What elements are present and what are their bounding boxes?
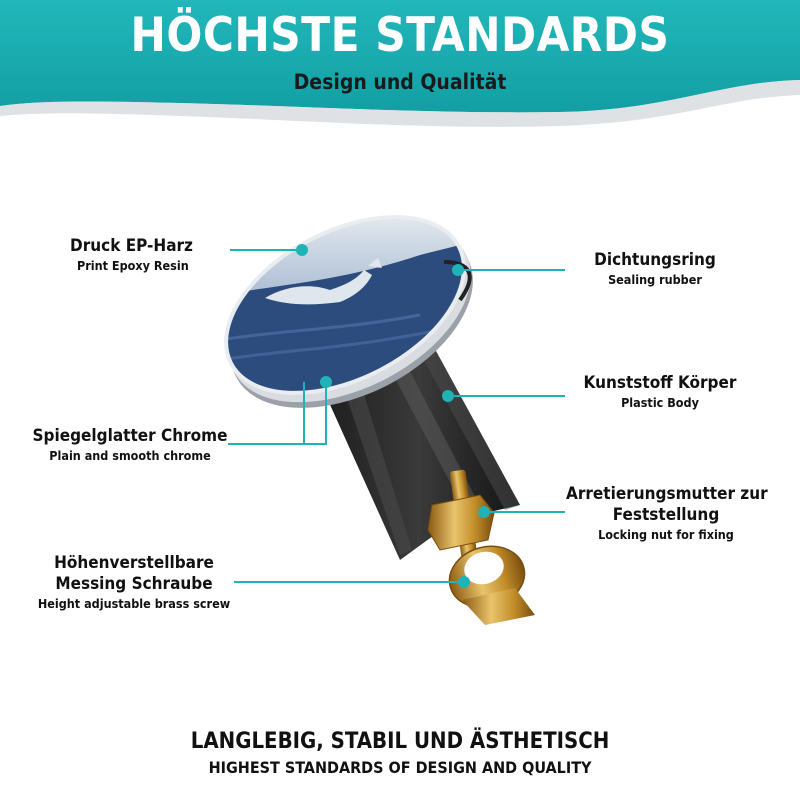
label-print-resin-sub: Print Epoxy Resin: [77, 258, 189, 273]
header-title: HÖCHSTE STANDARDS: [130, 8, 670, 63]
label-brass-screw-main-2: Messing Schraube: [55, 574, 213, 594]
label-plastic-body-sub: Plastic Body: [621, 395, 699, 410]
label-chrome-sub: Plain and smooth chrome: [49, 448, 211, 463]
label-chrome: [30, 426, 230, 464]
label-print-resin-main: Druck EP-Harz: [70, 236, 193, 256]
label-brass-screw-sub: Height adjustable brass screw: [37, 596, 231, 611]
label-brass-screw: [34, 553, 234, 612]
label-locking-nut-sub: Locking nut for fixing: [598, 527, 734, 542]
label-plastic-body: [565, 373, 755, 411]
label-locking-nut-main-1: Arretierungsmutter zur: [566, 484, 768, 504]
header-subtitle: Design und Qualität: [293, 70, 507, 94]
label-print-resin: [70, 236, 193, 274]
label-plastic-body-main: Kunststoff Körper: [583, 373, 737, 393]
label-sealing-ring-sub: Sealing rubber: [608, 272, 702, 287]
label-sealing-ring-main: Dichtungsring: [594, 250, 716, 270]
label-sealing-ring: [565, 250, 745, 288]
label-chrome-main: Spiegelglatter Chrome: [32, 426, 228, 446]
footer-title: LANGLEBIG, STABIL UND ÄSTHETISCH: [190, 729, 610, 754]
label-locking-nut-main-2: Feststellung: [612, 505, 720, 525]
label-brass-screw-main-1: Höhenverstellbare: [54, 553, 214, 573]
footer-subtitle: HIGHEST STANDARDS OF DESIGN AND QUALITY: [208, 758, 592, 777]
label-locking-nut: [566, 484, 766, 543]
